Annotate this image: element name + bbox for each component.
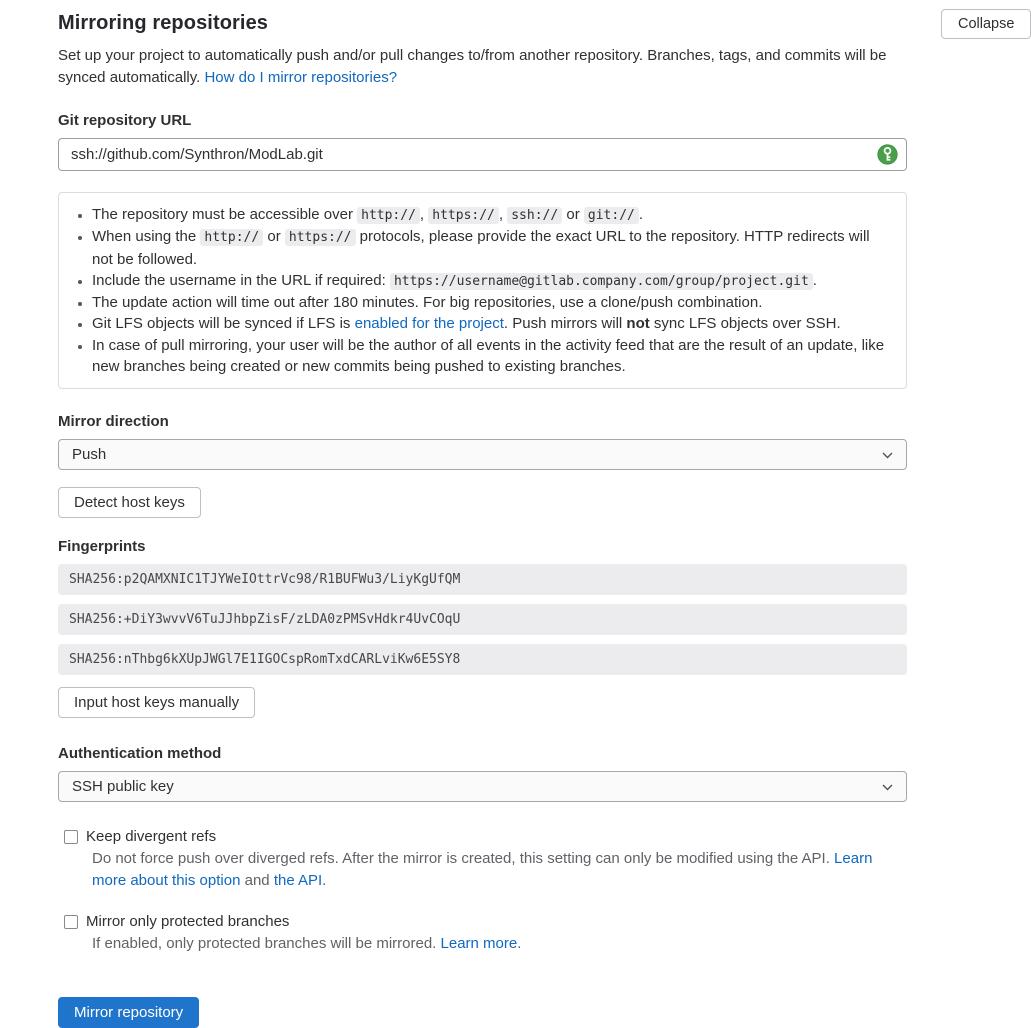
fingerprints-group <box>58 538 907 675</box>
option-help-text: Do not force push over diverged refs. After the mirror is created, this setting can only be modified using the API. Learn more about this option and the API. <box>92 850 873 889</box>
mirroring-settings-section <box>58 0 907 1028</box>
inline-code: http:// <box>200 229 263 246</box>
info-list <box>75 204 886 377</box>
fingerprint-value: SHA256:+DiY3wvvV6TuJJhbpZisF/zLDA0zPMSvHdkr4UvCOqU <box>58 604 907 635</box>
auth-method-select[interactable] <box>58 771 907 802</box>
keep-divergent-refs-checkbox[interactable] <box>64 830 78 844</box>
mirror-only-protected-branches-checkbox[interactable] <box>64 915 78 929</box>
ssh-key-icon <box>877 144 898 165</box>
chevron-down-icon <box>882 446 893 463</box>
input-host-keys-button[interactable]: Input host keys manually <box>58 687 255 718</box>
option-label[interactable]: Keep divergent refs <box>86 828 217 846</box>
mirror-direction-label: Mirror direction <box>58 413 169 431</box>
fingerprint-value: SHA256:nThbg6kXUpJWGl7E1IGOCspRomTxdCARLviKw6E5SY8 <box>58 644 907 675</box>
git-url-label: Git repository URL <box>58 112 192 129</box>
collapse-button[interactable]: Collapse <box>941 9 1031 39</box>
fingerprints-label: Fingerprints <box>58 538 146 556</box>
option-label[interactable]: Mirror only protected branches <box>86 913 290 931</box>
chevron-down-icon <box>882 778 893 795</box>
options-list <box>58 828 907 955</box>
inline-code: https:// <box>285 229 356 246</box>
detect-host-keys-button[interactable]: Detect host keys <box>58 487 201 518</box>
mirror-repository-button[interactable]: Mirror repository <box>58 997 199 1028</box>
inline-link[interactable]: the API. <box>273 871 327 889</box>
option-help-text: If enabled, only protected branches will be mirrored. Learn more. <box>92 935 522 953</box>
info-box <box>58 192 907 389</box>
auth-method-group <box>58 745 907 802</box>
info-list-item: • The repository must be accessible over http:// , https:// , ssh:// or git:// . <box>92 204 886 226</box>
info-list-item: • When using the http:// or https:// protocols, please provide the exact URL to the repository. HTTP redirects will not be followed. <box>92 226 886 270</box>
inline-link[interactable]: How do I mirror repositories? <box>204 68 398 86</box>
info-list-item: • In case of pull mirroring, your user will be the author of all events in the activity feed that are the result of an update, like new branches being created or new commits being pushed to existing branches. <box>92 335 886 378</box>
mirror-direction-group <box>58 413 907 470</box>
inline-code: http:// <box>357 207 420 224</box>
fingerprint-value: SHA256:p2QAMXNIC1TJYWeIOttrVc98/R1BUFWu3/LiyKgUfQM <box>58 564 907 595</box>
option-keep-divergent-refs <box>58 828 907 891</box>
auth-method-value: SSH public key <box>72 778 174 796</box>
inline-code: https:// <box>428 207 499 224</box>
option-mirror-only-protected-branches <box>58 913 907 955</box>
inline-code: ssh:// <box>507 207 562 224</box>
mirror-direction-value: Push <box>72 446 107 464</box>
info-list-item: • Include the username in the URL if required: https://username@gitlab.company.com/group/project.git . <box>92 270 886 292</box>
git-url-input[interactable] <box>58 138 907 171</box>
git-url-group <box>58 112 907 171</box>
inline-link[interactable]: enabled for the project <box>354 315 504 333</box>
inline-code: https://username@gitlab.company.com/group/project.git <box>390 273 813 290</box>
fingerprint-list <box>58 564 907 675</box>
info-list-item: • The update action will time out after 180 minutes. For big repositories, use a clone/push combination. <box>92 292 886 313</box>
bold-text: not <box>626 315 650 333</box>
auth-method-label: Authentication method <box>58 745 222 763</box>
section-description: Set up your project to automatically push and/or pull changes to/from another repository. Branches, tags, and commits will be synced automatically. How do I mirror repositories? <box>58 47 887 86</box>
info-list-item: • Git LFS objects will be synced if LFS is enabled for the project. Push mirrors will not sync LFS objects over SSH. <box>92 313 886 334</box>
mirror-direction-select[interactable] <box>58 439 907 470</box>
page-title: Mirroring repositories <box>58 12 269 34</box>
inline-link[interactable]: Learn more. <box>440 935 522 953</box>
inline-code: git:// <box>584 207 639 224</box>
inline-link[interactable]: Learn more about this option <box>92 850 873 889</box>
